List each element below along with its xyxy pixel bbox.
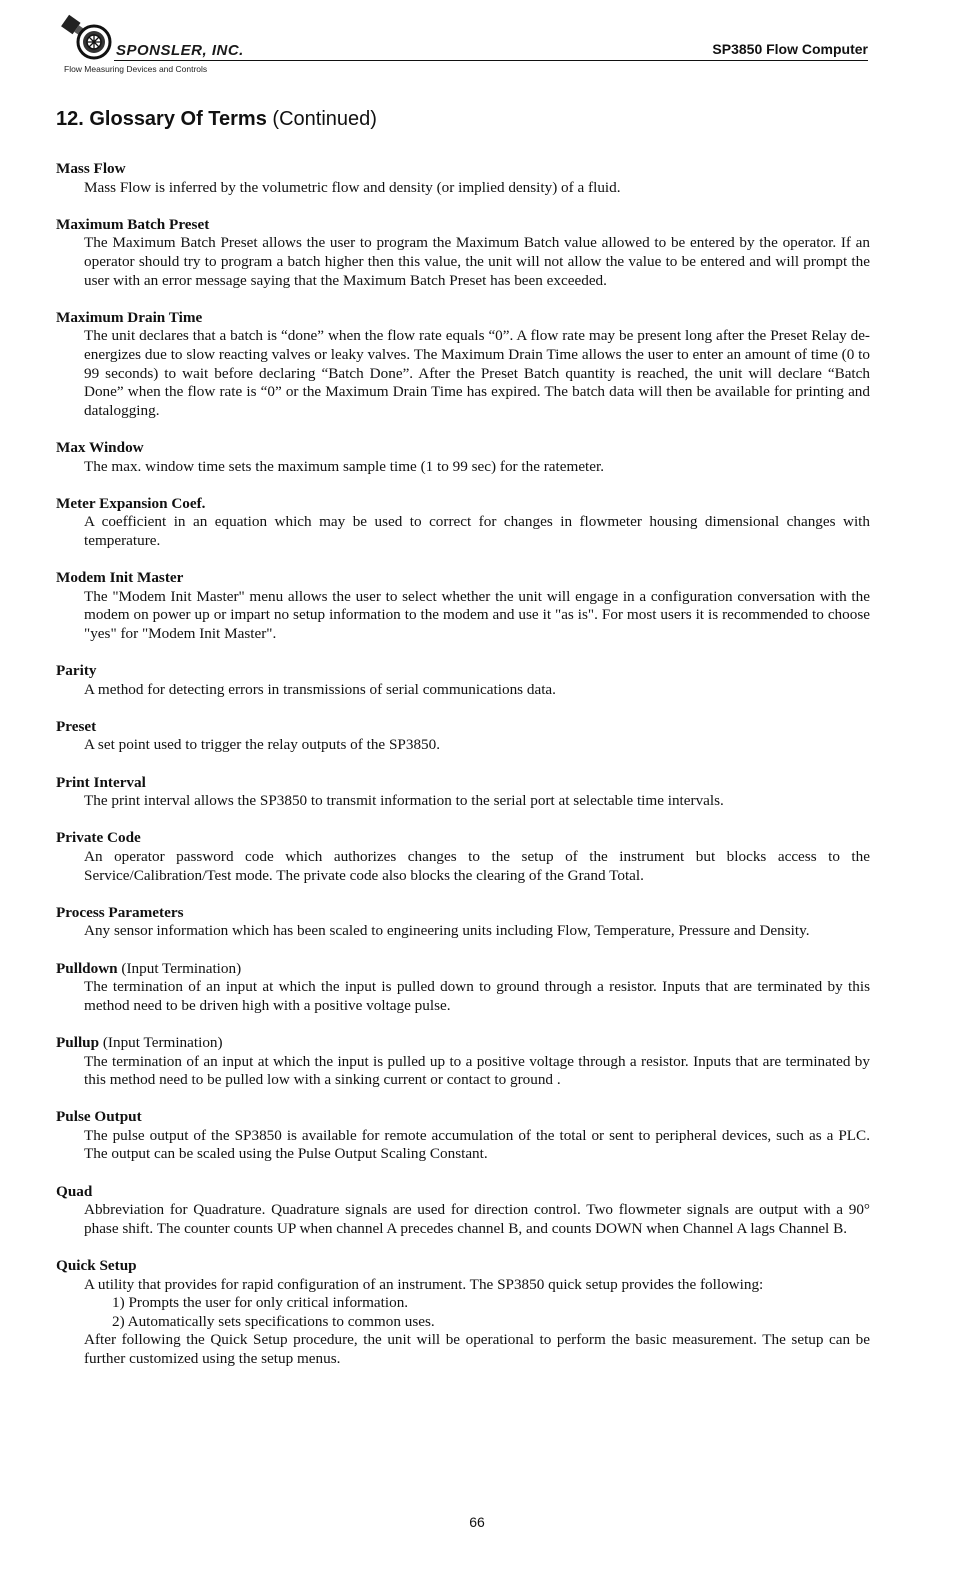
definition-paragraph: A method for detecting errors in transmissions of serial communications data. xyxy=(84,680,556,698)
definition-list-item: 2) Automatically sets specifications to common uses. xyxy=(112,1312,435,1330)
definition-paragraph: A utility that provides for rapid configuration of an instrument. The SP3850 quick setup provides the following: xyxy=(84,1275,764,1293)
company-name: SPONSLER, INC. xyxy=(116,42,244,59)
section-title-suffix: (Continued) xyxy=(272,108,377,130)
definition-list-item: 1) Prompts the user for only critical information. xyxy=(112,1294,409,1312)
glossary-definition xyxy=(56,736,870,755)
glossary-definition xyxy=(56,1127,870,1164)
glossary-term: Quick Setup xyxy=(56,1257,137,1275)
company-tagline: Flow Measuring Devices and Controls xyxy=(64,64,208,74)
glossary-term-line xyxy=(56,495,870,514)
header-divider xyxy=(114,60,868,61)
definition-paragraph: The print interval allows the SP3850 to transmit information to the serial port at selectable time intervals. xyxy=(84,792,724,810)
glossary-term: Print Interval xyxy=(56,773,146,791)
glossary-entry xyxy=(56,309,870,421)
glossary-term-line xyxy=(56,1034,870,1053)
glossary-entry xyxy=(56,718,870,755)
glossary-entry xyxy=(56,216,870,290)
glossary-term: Pulse Output xyxy=(56,1108,142,1126)
glossary-term-line xyxy=(56,904,870,923)
company-logo xyxy=(56,14,276,76)
glossary-entry xyxy=(56,774,870,811)
glossary-definition xyxy=(56,792,870,811)
glossary-term-line xyxy=(56,718,870,737)
definition-paragraph: Mass Flow is inferred by the volumetric flow and density (or implied density) of a fluid. xyxy=(84,178,621,196)
glossary-entry xyxy=(56,439,870,476)
glossary-entry xyxy=(56,160,870,197)
glossary-definition xyxy=(56,1276,870,1369)
definition-paragraph: After following the Quick Setup procedure, the unit will be operational to perform the basic measurement. The setup can be further customized using the setup menus. xyxy=(84,1331,870,1367)
glossary-term-line xyxy=(56,774,870,793)
page-header xyxy=(56,14,868,76)
glossary-definition xyxy=(56,588,870,644)
definition-paragraph: Any sensor information which has been scaled to engineering units including Flow, Temperature, Pressure and Density. xyxy=(84,922,810,940)
definition-paragraph: A coefficient in an equation which may be used to correct for changes in flowmeter housing dimensional changes with temperature. xyxy=(84,513,870,549)
definition-paragraph: The max. window time sets the maximum sample time (1 to 99 sec) for the ratemeter. xyxy=(84,457,605,475)
glossary-term: Quad xyxy=(56,1182,93,1200)
glossary-term-line xyxy=(56,309,870,328)
glossary-entry xyxy=(56,1108,870,1164)
glossary-term: Maximum Batch Preset xyxy=(56,215,210,233)
glossary-term-line xyxy=(56,216,870,235)
page-number: 66 xyxy=(469,1514,485,1530)
glossary-definition xyxy=(56,513,870,550)
glossary-entry xyxy=(56,960,870,1016)
definition-paragraph: The "Modem Init Master" menu allows the user to select whether the unit will engage in a configuration conversation with the modem on power up or impart no setup information to the modem and use it "as is". For most users it is recommended to choose "yes" for "Modem Init Master". xyxy=(84,587,870,642)
glossary-definition xyxy=(56,1201,870,1238)
definition-paragraph: The unit declares that a batch is “done” when the flow rate equals “0”. A flow rate may be present long after the Preset Relay de-energizes due to slow reacting valves or leaky valves. The Maximum Drain Time allows the user to enter an amount of time (0 to 99 seconds) to wait before declaring “Batch Done”. After the Preset Batch quantity is reached, the unit will declare “Batch Done” when the flow rate is “0” or the Maximum Drain Time has expired. The batch data will then be available for printing and datalogging. xyxy=(84,327,870,419)
section-title-main: 12. Glossary Of Terms xyxy=(56,108,267,130)
definition-paragraph: The termination of an input at which the input is pulled up to a positive voltage through a resistor. Inputs that are terminated by this method need to be pulled low with a sinking current or contact to ground . xyxy=(84,1052,870,1089)
glossary-term-line xyxy=(56,1257,870,1276)
glossary-entry xyxy=(56,662,870,699)
glossary-term-line xyxy=(56,829,870,848)
definition-paragraph: The termination of an input at which the input is pulled down to ground through a resistor. Inputs that are terminated by this method need to be driven high with a positive voltage pulse. xyxy=(84,978,870,1014)
glossary-entry xyxy=(56,1034,870,1090)
glossary-list xyxy=(56,160,870,1387)
glossary-term-line xyxy=(56,439,870,458)
flowmeter-logo-icon xyxy=(56,14,118,64)
glossary-term-qualifier: (Input Termination) xyxy=(121,959,242,977)
glossary-term-qualifier: (Input Termination) xyxy=(102,1033,223,1051)
glossary-definition xyxy=(56,327,870,420)
glossary-definition xyxy=(56,848,870,885)
glossary-term: Pulldown xyxy=(56,959,118,977)
glossary-entry xyxy=(56,569,870,643)
glossary-term: Maximum Drain Time xyxy=(56,308,203,326)
glossary-term-line xyxy=(56,160,870,179)
glossary-term: Parity xyxy=(56,662,97,680)
definition-paragraph: The pulse output of the SP3850 is available for remote accumulation of the total or sent to peripheral devices, such as a PLC. The output can be scaled using the Pulse Output Scaling Constant. xyxy=(84,1126,870,1163)
glossary-term: Max Window xyxy=(56,438,144,456)
glossary-term: Process Parameters xyxy=(56,903,184,921)
definition-paragraph: Abbreviation for Quadrature. Quadrature signals are used for direction control. Two flowmeter signals are output with a 90° phase shift. The counter counts UP when channel A precedes channel B, and counts DOWN when Channel A lags Channel B. xyxy=(84,1201,870,1237)
glossary-term: Preset xyxy=(56,717,97,735)
definition-paragraph: The Maximum Batch Preset allows the user to program the Maximum Batch value allowed to be entered by the operator. If an operator should try to program a batch higher then this value, the unit will not allow the value to be entered and will prompt the user with an error message saying that the Maximum Batch Preset has been exceeded. xyxy=(84,234,870,289)
glossary-term-line xyxy=(56,1108,870,1127)
glossary-term: Modem Init Master xyxy=(56,569,184,587)
glossary-definition xyxy=(56,179,870,198)
definition-paragraph: A set point used to trigger the relay outputs of the SP3850. xyxy=(84,736,441,754)
glossary-term: Private Code xyxy=(56,829,141,847)
glossary-term-line xyxy=(56,960,870,979)
glossary-definition xyxy=(56,978,870,1015)
glossary-definition xyxy=(56,1053,870,1090)
definition-paragraph: An operator password code which authorizes changes to the setup of the instrument but blocks access to the Service/Calibration/Test mode. The private code also blocks the clearing of the Grand Total. xyxy=(84,847,870,884)
glossary-term-line xyxy=(56,662,870,681)
glossary-term: Mass Flow xyxy=(56,160,126,177)
glossary-definition xyxy=(56,234,870,290)
glossary-term-line xyxy=(56,1183,870,1202)
glossary-entry xyxy=(56,1183,870,1239)
glossary-definition xyxy=(56,681,870,700)
glossary-term: Meter Expansion Coef. xyxy=(56,494,206,512)
glossary-entry xyxy=(56,829,870,885)
glossary-definition xyxy=(56,458,870,477)
glossary-entry xyxy=(56,904,870,941)
document-title: SP3850 Flow Computer xyxy=(712,41,868,57)
section-title xyxy=(56,108,377,131)
glossary-term: Pullup xyxy=(56,1033,100,1051)
glossary-definition xyxy=(56,922,870,941)
glossary-term-line xyxy=(56,569,870,588)
glossary-entry xyxy=(56,1257,870,1369)
glossary-entry xyxy=(56,495,870,551)
